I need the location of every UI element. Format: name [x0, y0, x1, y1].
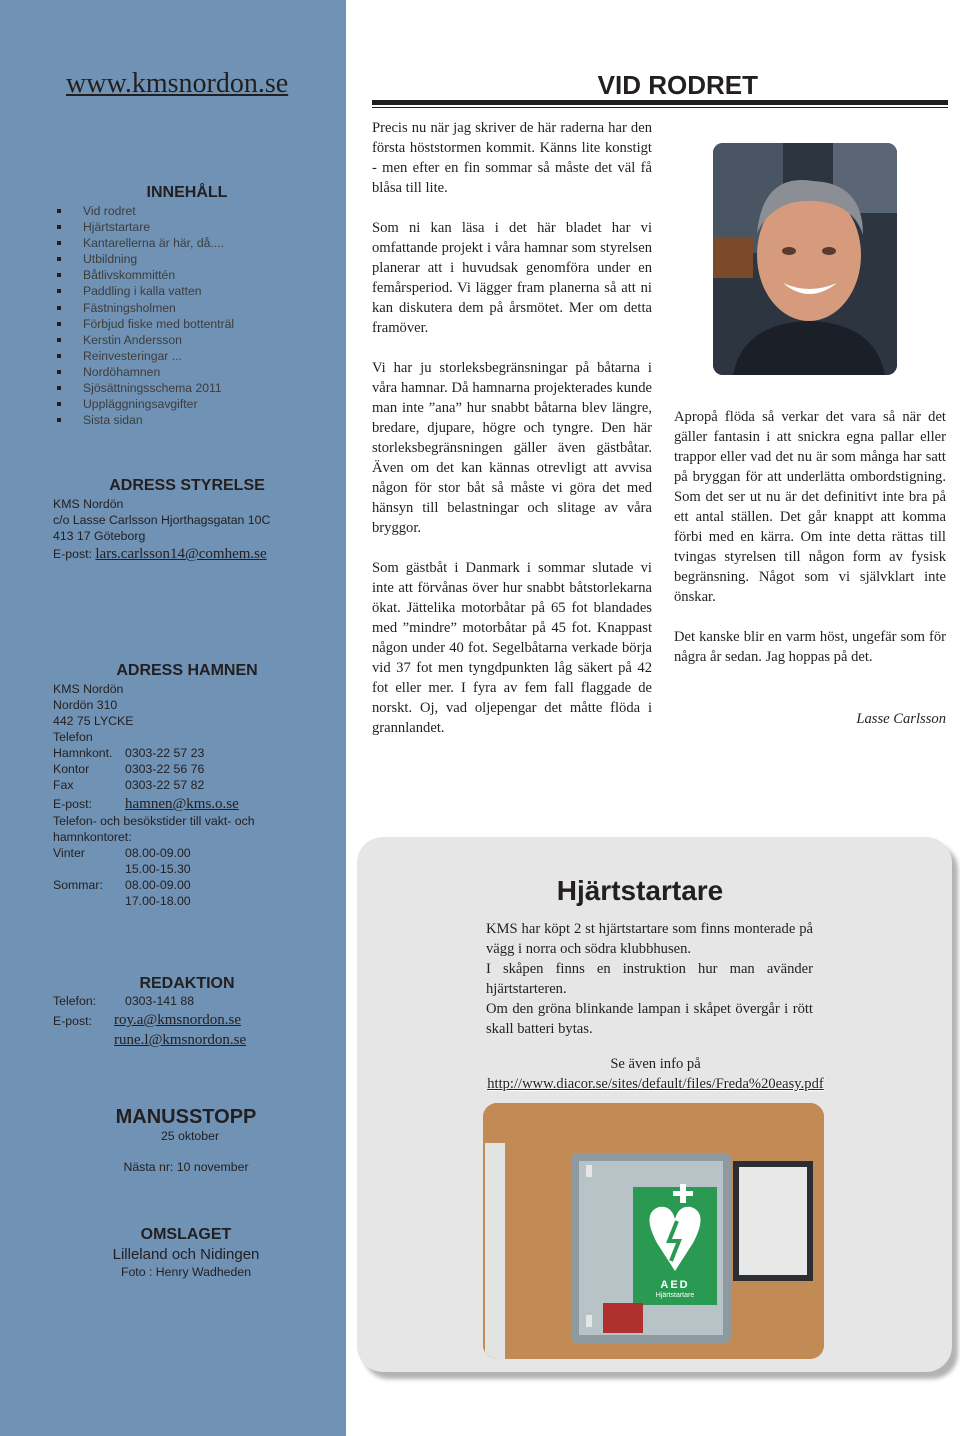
hours-intro: Telefon- och besökstider till vakt- och [53, 814, 255, 828]
phone-row [53, 745, 204, 761]
toc-item[interactable]: Nordöhamnen [57, 364, 234, 380]
see-also-text: Se även info på [610, 1056, 701, 1072]
styrelse-line: c/o Lasse Carlsson Hjorthagsgatan 10C [53, 513, 271, 527]
hamnen-line: KMS Nordön [53, 682, 124, 696]
styrelse-line: KMS Nordön [53, 497, 124, 511]
winter-time: 15.00-15.30 [125, 862, 191, 876]
phone-value: 0303-22 56 76 [125, 762, 205, 776]
hamnen-email-link[interactable]: hamnen@kms.o.se [125, 796, 239, 812]
summer-label: Sommar: [53, 878, 103, 892]
winter-label: Vinter [53, 846, 85, 860]
article-title: VID RODRET [597, 70, 758, 100]
toc-item[interactable]: Utbildning [57, 251, 234, 267]
article-paragraph: Vi har ju storleksbegränsningar på båtarna i våra hamnar. Då hamnarna projekterades kunde man inte ”ana” hur snabbt båtarna blev längre, bredare, djupare, högre och tyngre. Den här storleksbegränsningen gäller även gästbåtar. Även om det kan kännas otrevligt att avvisa någon för stor båt så måste vi göra det med hänsyn till belastningar och slitage av våra bryggor. [372, 360, 652, 536]
hours-row-winter [53, 845, 191, 861]
winter-time: 08.00-09.00 [125, 846, 191, 860]
omslaget-credit: Foto : Henry Wadheden [120, 1265, 252, 1279]
phone-label: Fax [53, 778, 74, 792]
omslaget-subtitle: Lilleland och Nidingen [112, 1246, 260, 1263]
aed-cabinet-photo [483, 1103, 824, 1359]
toc-item[interactable]: Förbjud fiske med bottenträl [57, 316, 234, 332]
styrelse-title: ADRESS STYRELSE [109, 477, 265, 494]
aed-sub-label: Hjärtstartare [655, 1292, 695, 1299]
phone-value: 0303-22 57 23 [125, 746, 205, 760]
article-paragraph: Som ni kan läsa i det här bladet har vi omfattande projekt i våra hamnar som styrelsen planerar att i huvudsak genomföra under en femårsperiod. Vi lägger fram planerna så att ni kan diskutera dem på årsmötet. Mer om detta framöver. [372, 220, 652, 336]
hamnen-line: Nordön 310 [53, 698, 118, 712]
redaktion-title: REDAKTION [139, 975, 235, 992]
styrelse-line: 413 17 Göteborg [53, 529, 146, 543]
hamnen-email-label: E-post: [53, 797, 92, 811]
redaktion-email-link[interactable]: roy.a@kmsnordon.se [114, 1012, 241, 1028]
hjartstartare-paragraph: KMS har köpt 2 st hjärtstartare som finns monterade på vägg i norra och södra klubbhusen. [486, 921, 813, 957]
title-rule [372, 107, 948, 108]
toc-title: INNEHÅLL [146, 184, 228, 201]
redaktion-email-label: E-post: [53, 1014, 92, 1028]
hours-intro: hamnkontoret: [53, 830, 132, 844]
site-url-link[interactable]: www.kmsnordon.se [66, 68, 289, 99]
manusstopp-date: 25 oktober [160, 1129, 220, 1143]
redaktion-email-link[interactable]: rune.l@kmsnordon.se [114, 1032, 247, 1048]
hjartstartare-paragraph: I skåpen finns en instruktion hur man avänder hjärtstarteren. [486, 961, 813, 997]
summer-time: 17.00-18.00 [125, 894, 191, 908]
article-paragraph: Det kanske blir en varm höst, ungefär som för några år sedan. Jag hoppas på det. [674, 629, 946, 665]
article-paragraph: Apropå flöda så verkar det vara så när det gäller fantasin i att snickra egna pallar eller trappor eller vad det nu är som många har satt på bryggan för att underlätta ombordstigning. Som det ser ut nu är det definitivt inte bra på ett antal ställen. Det går knappt att komma förbi med en kärra. Om inte detta rättas till tvingas styrelsen till någon form av fysisk begränsning. Något som vi självklart inte önskar. [674, 409, 946, 605]
article-right-column [674, 407, 946, 687]
toc-item[interactable]: Vid rodret [57, 203, 234, 219]
toc-item[interactable]: Uppläggningsavgifter [57, 396, 234, 412]
manusstopp-title: MANUSSTOPP [115, 1106, 257, 1128]
toc-item[interactable]: Paddling i kalla vatten [57, 283, 234, 299]
portrait-image [713, 143, 897, 375]
article-signature: Lasse Carlsson [856, 711, 946, 727]
diacor-pdf-link[interactable]: http://www.diacor.se/sites/default/files/Freda%20easy.pdf [487, 1076, 824, 1092]
article-left-column [372, 118, 652, 758]
article-paragraph: Som gästbåt i Danmark i sommar slutade vi inte att förvånas över hur snabbt båtstorlekarna ökat. Jättelika motorbåtar på 65 fot blandades med ”mindre” motorbåtar på 45 fot. Knappast någon under 40 fot. Segelbåtarna verkade börja vid 37 fot men tyngdpunkten låg säkert på 42 fot eller mer. I fyra av fem fall flaggade de norskt. Oj, vad oljepengar det måtte flöda i grannlandet. [372, 560, 652, 736]
phone-row [53, 761, 204, 777]
aed-label: AED [660, 1279, 690, 1291]
toc-item[interactable]: Kantarellerna är här, då.... [57, 235, 234, 251]
title-rule [372, 100, 948, 105]
hjartstartare-title: Hjärtstartare [556, 875, 724, 906]
next-issue: Nästa nr: 10 november [123, 1160, 249, 1174]
aed-image [483, 1103, 824, 1359]
hjartstartare-text [486, 919, 813, 1039]
toc-item[interactable]: Fästningsholmen [57, 300, 234, 316]
summer-time: 08.00-09.00 [125, 878, 191, 892]
styrelse-email-link[interactable]: lars.carlsson14@comhem.se [95, 546, 267, 562]
hjartstartare-paragraph: Om den gröna blinkande lampan i skåpet övergår i rött skall batteri bytas. [486, 1001, 813, 1037]
hamnen-line: Telefon [53, 730, 93, 744]
toc-list [57, 203, 234, 428]
toc-item[interactable]: Sjösättningsschema 2011 [57, 380, 234, 396]
author-photo [713, 143, 897, 375]
redaktion-phone-label: Telefon: [53, 994, 97, 1008]
toc-item[interactable]: Sista sidan [57, 412, 234, 428]
phone-label: Hamnkont. [53, 746, 113, 760]
styrelse-email-row [53, 546, 267, 562]
toc-item[interactable]: Reinvesteringar ... [57, 348, 234, 364]
omslaget-title: OMSLAGET [140, 1226, 232, 1243]
hamnen-line: 442 75 LYCKE [53, 714, 134, 728]
toc-item[interactable]: Båtlivskommittén [57, 267, 234, 283]
redaktion-phone: 0303-141 88 [125, 994, 195, 1008]
styrelse-email-label: E-post: [53, 547, 92, 561]
phone-value: 0303-22 57 82 [125, 778, 205, 792]
hamnen-email-row [53, 796, 239, 812]
redaktion-phone-row [53, 993, 194, 1009]
phone-row [53, 777, 204, 793]
toc-item[interactable]: Hjärtstartare [57, 219, 234, 235]
article-paragraph: Precis nu när jag skriver de här raderna har den första höststormen kommit. Känns lite konstigt - men efter en fin sommar så måste det väl få blåsa till lite. [372, 120, 652, 196]
phone-label: Kontor [53, 762, 90, 776]
toc-item[interactable]: Kerstin Andersson [57, 332, 234, 348]
hamnen-title: ADRESS HAMNEN [116, 662, 258, 679]
